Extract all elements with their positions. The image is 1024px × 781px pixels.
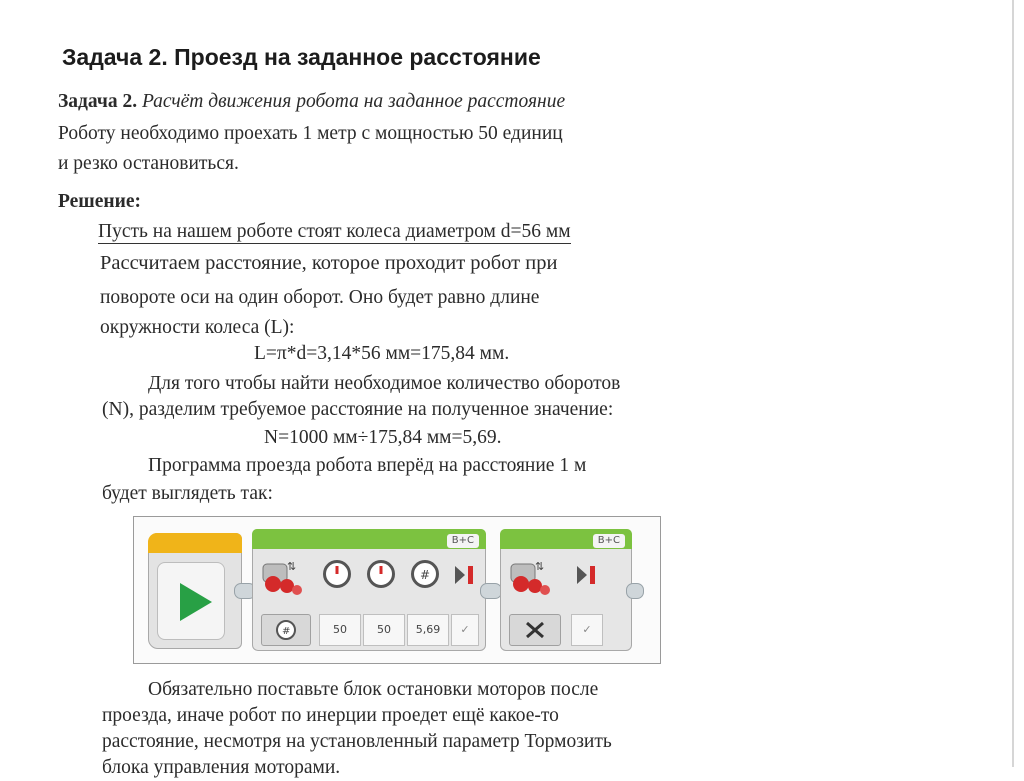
task-heading xyxy=(58,88,565,115)
svg-text:⇅: ⇅ xyxy=(287,560,297,573)
prog-line-1: Программа проезда робота вперёд на расстояние 1 м xyxy=(148,455,587,476)
sequence-connector-icon xyxy=(480,583,502,599)
calc-line-3: окружности колеса (L): xyxy=(100,317,295,338)
start-button xyxy=(157,562,225,640)
mode-selector-rotations[interactable] xyxy=(261,614,311,646)
task-line-1 xyxy=(58,120,698,147)
task-line-1-text: Роботу необходимо проехать 1 метр с мощностью 50 единиц xyxy=(58,123,563,144)
power-right-icon xyxy=(367,560,395,588)
rev-line-1: Для того чтобы найти необходимое количество оборотов xyxy=(148,373,621,394)
large-motor-icon xyxy=(261,556,307,596)
start-block-stripe xyxy=(148,533,242,553)
formula-revolutions: N=1000 мм÷175,84 мм=5,69. xyxy=(264,427,502,448)
calc-line-1: Рассчитаем расстояние, которое проходит робот при xyxy=(100,252,558,274)
note-line-2: проезда, иначе робот по инерции проедет ещё какое-то xyxy=(102,705,559,726)
svg-text:⇅: ⇅ xyxy=(535,560,545,573)
param-power-right[interactable]: 50 xyxy=(363,614,405,646)
solution-heading: Решение: xyxy=(58,191,142,212)
power-left-icon xyxy=(323,560,351,588)
start-block xyxy=(148,533,242,649)
large-motor-icon xyxy=(509,556,555,596)
note-line-1: Обязательно поставьте блок остановки моторов после xyxy=(148,679,599,700)
formula-circumference: L=π*d=3,14*56 мм=175,84 мм. xyxy=(254,343,510,364)
task-heading-number: Задача 2. xyxy=(58,91,138,112)
brake-icon xyxy=(575,564,599,586)
task-heading-title: Расчёт движения робота на заданное расстояние xyxy=(142,91,566,112)
stop-block-ports: B+C xyxy=(593,534,625,548)
brake-icon xyxy=(453,564,477,586)
param-power-left[interactable]: 50 xyxy=(319,614,361,646)
slide-title: Задача 2. Проезд на заданное расстояние xyxy=(62,44,541,70)
slide-edge xyxy=(1012,0,1014,767)
sequence-connector-icon xyxy=(626,583,644,599)
param-rotations[interactable]: 5,69 xyxy=(407,614,449,646)
stop-block-params xyxy=(501,614,631,648)
rev-line-2: (N), разделим требуемое расстояние на полученное значение: xyxy=(102,399,614,420)
rotations-icon xyxy=(411,560,439,588)
task-line-2: и резко остановиться. xyxy=(58,153,239,174)
move-block-ports: B+C xyxy=(447,534,479,548)
ev3-program-diagram xyxy=(133,516,661,664)
svg-text:#: # xyxy=(420,568,431,582)
move-block-params xyxy=(253,614,485,648)
param-brake-check[interactable]: ✓ xyxy=(451,614,479,646)
stop-motor-block xyxy=(500,529,632,651)
wheel-line-text: Пусть на нашем роботе стоят колеса диаметром d=56 мм xyxy=(98,221,571,242)
note-line-3: расстояние, несмотря на установленный параметр Тормозить xyxy=(102,731,612,752)
prog-line-2: будет выглядеть так: xyxy=(102,483,273,504)
note-line-4: блока управления моторами. xyxy=(102,757,341,778)
calc-line-2: повороте оси на один оборот. Оно будет равно длине xyxy=(100,287,540,308)
mode-selector-off[interactable] xyxy=(509,614,561,646)
play-icon xyxy=(180,583,212,621)
wheel-line xyxy=(98,218,571,245)
move-tank-block xyxy=(252,529,486,651)
svg-text:#: # xyxy=(282,626,291,637)
param-brake-check[interactable]: ✓ xyxy=(571,614,603,646)
